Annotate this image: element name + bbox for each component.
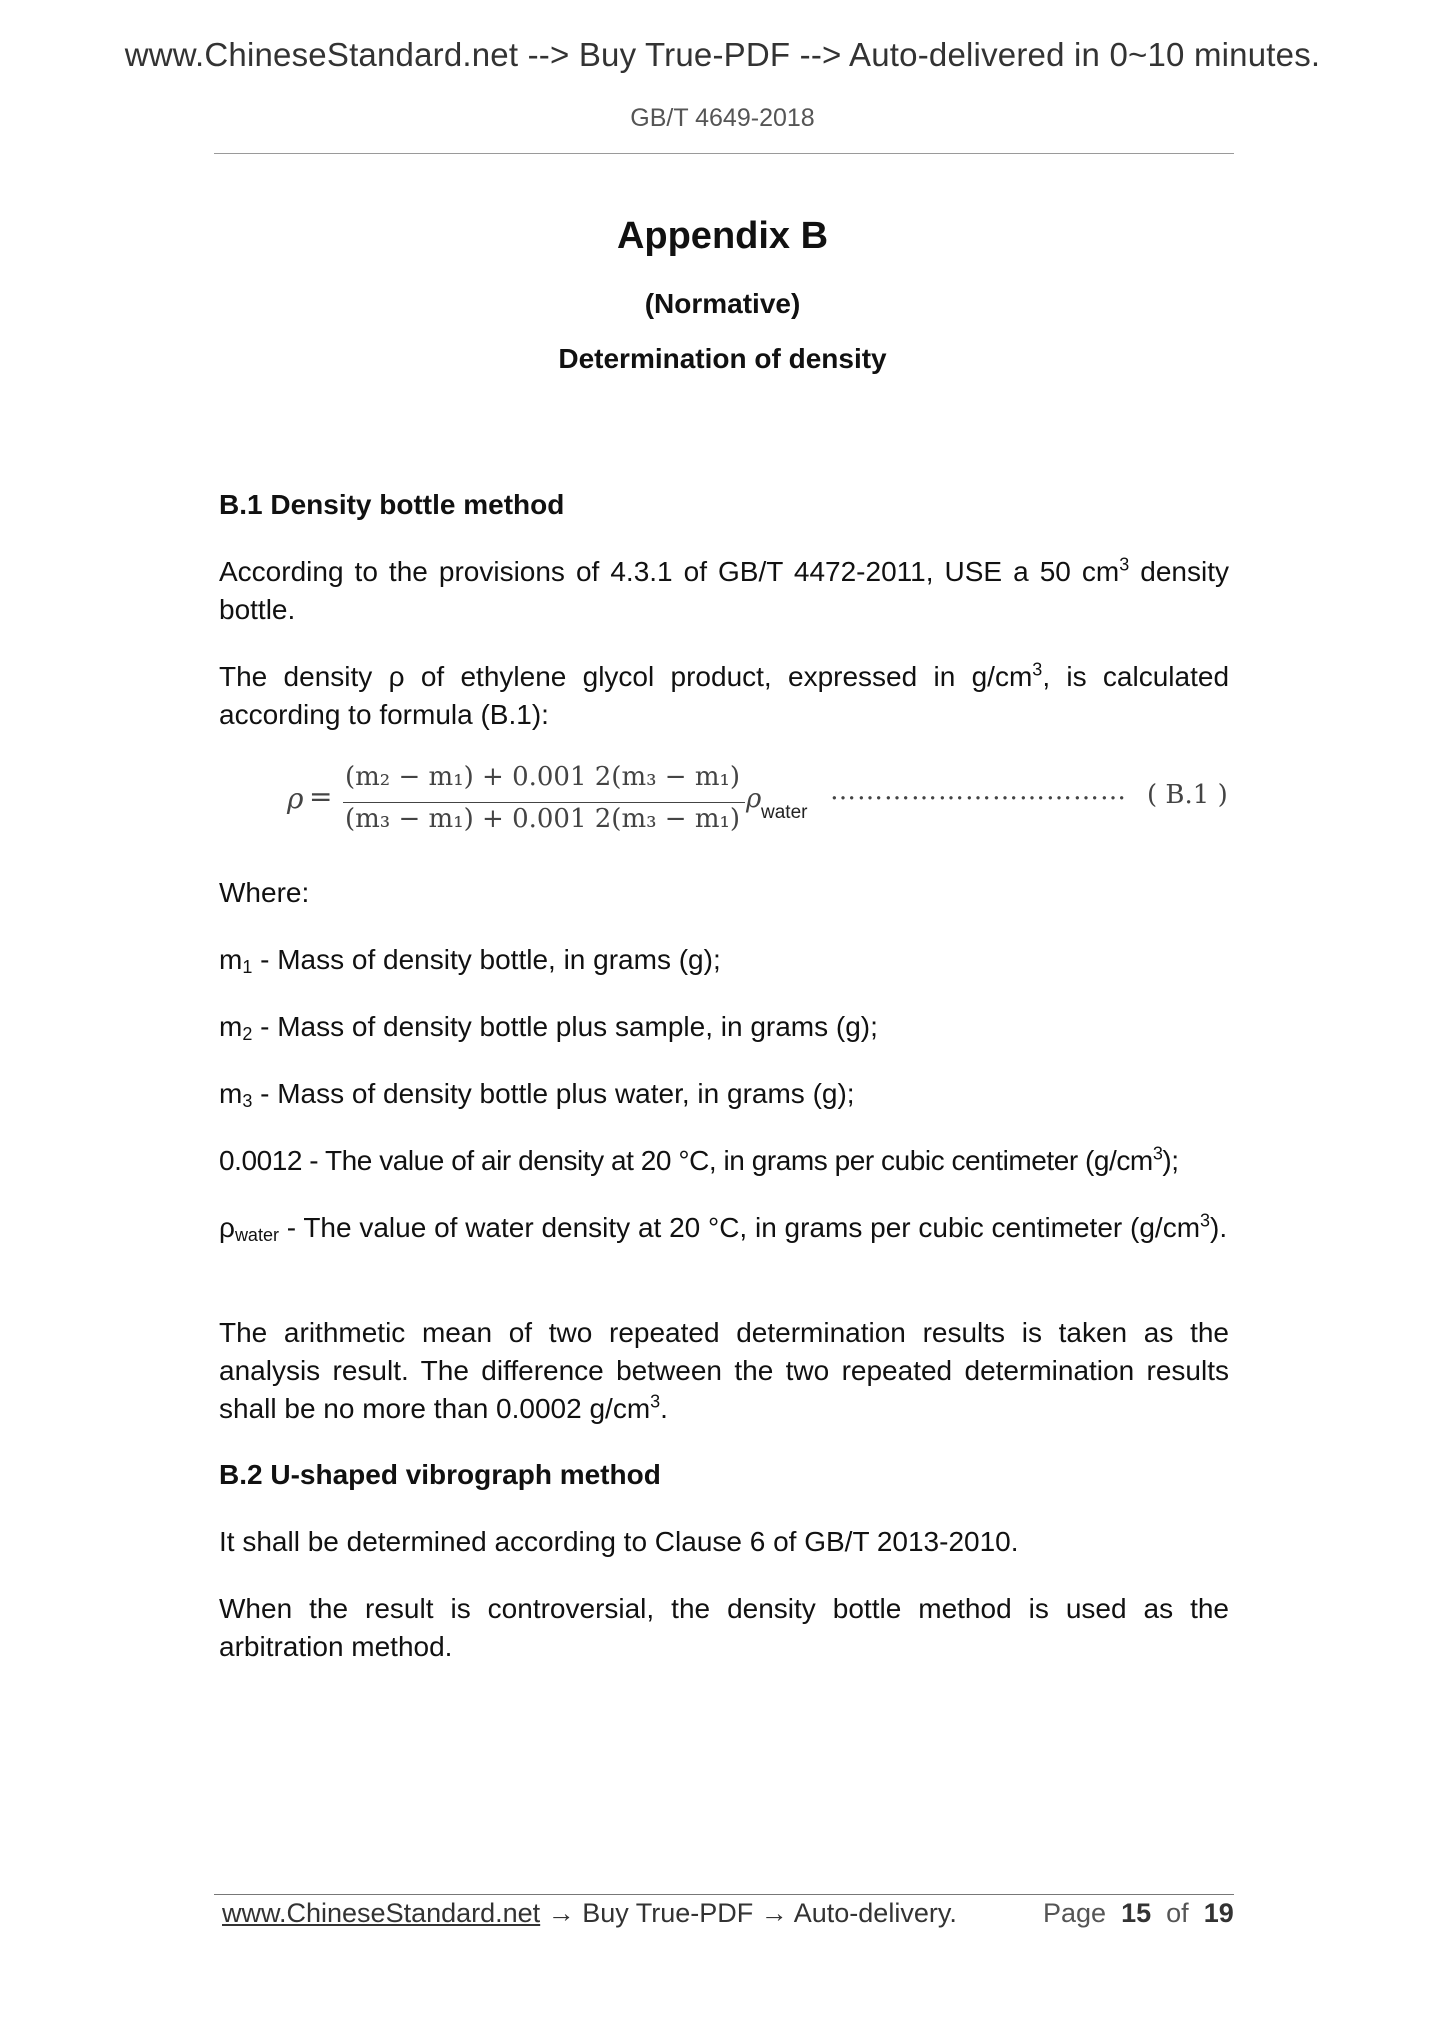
appendix-subject: Determination of density (558, 343, 887, 374)
formula-equals: = (309, 780, 333, 813)
formula-number: ( B.1 ) (1147, 780, 1228, 810)
standard-code: GB/T 4649-2018 (630, 104, 815, 132)
def-m3: $m_3$ - Mass of density bottle plus water, in grams (g); (219, 1078, 855, 1111)
formula-rho: ρ (287, 782, 304, 815)
where-label: Where: (219, 877, 310, 908)
formula-numerator: (m₂ − m₁) + 0.001 2(m₃ − m₁) (345, 762, 741, 792)
top-banner: www.ChineseStandard.net --> Buy True-PDF --> Auto-delivered in 0~10 minutes. (124, 36, 1321, 73)
formula-leader-dots: …………………………… (830, 776, 1127, 806)
footer-divider (214, 1894, 1234, 1895)
appendix-title: Appendix B (616, 215, 829, 257)
b2-paragraph-1: It shall be determined according to Clause 6 of GB/T 2013-2010. (219, 1526, 1019, 1557)
footer-promo: www.ChineseStandard.net → Buy True-PDF → Auto-delivery. (222, 1898, 957, 1928)
header-divider (214, 153, 1234, 154)
page-total: 19 (1203, 1898, 1234, 1928)
formula-b1 (285, 762, 1235, 852)
def-water-density: $\rho_{water}$ - The value of water density at 20 °C, in grams per cubic centimeter $(g/cm^3)$. (219, 1210, 1228, 1245)
page-number: 15 (1121, 1898, 1152, 1928)
def-m1: $m_1$ - Mass of density bottle, in grams (g); (219, 944, 721, 977)
formula-denominator: (m₃ − m₁) + 0.001 2(m₃ − m₁) (345, 804, 741, 834)
appendix-type: (Normative) (644, 288, 801, 319)
formula-fraction-bar (343, 802, 745, 803)
arrow-icon: → (760, 1898, 788, 1928)
b2-paragraph-2: When the result is controversial, the density bottle method is used as the arbitration method. (219, 1593, 1229, 1662)
footer-link[interactable]: www.ChineseStandard.net (222, 1898, 541, 1928)
section-b1-heading: B.1 Density bottle method (219, 489, 565, 520)
def-m2: $m_2$ - Mass of density bottle plus sample, in grams (g); (219, 1011, 878, 1044)
b1-paragraph-2: The density ρ of ethylene glycol product, expressed in $g/cm^3$, is calculated according to formula (B.1): (219, 659, 1230, 730)
section-b2-heading: B.2 U-shaped vibrograph method (219, 1459, 661, 1490)
arrow-icon: → (547, 1898, 575, 1928)
def-air-density: 0.0012 - The value of air density at 20 °C, in grams per cubic centimeter $(g/cm^3)$; (219, 1143, 1179, 1176)
b1-paragraph-1: According to the provisions of 4.3.1 of GB/T 4472-2011, USE a 50 $cm^3$ density bottle. (219, 554, 1229, 625)
formula-water-subscript: water (761, 802, 808, 823)
page-indicator: Page 15 of 19 (1043, 1898, 1234, 1928)
formula-rho-water: ρ (746, 784, 762, 814)
b1-paragraph-3: The arithmetic mean of two repeated determination results is taken as the analysis result. The difference between the two repeated determination results shall be no more than 0.0002 $g/cm^3$. (219, 1317, 1229, 1424)
